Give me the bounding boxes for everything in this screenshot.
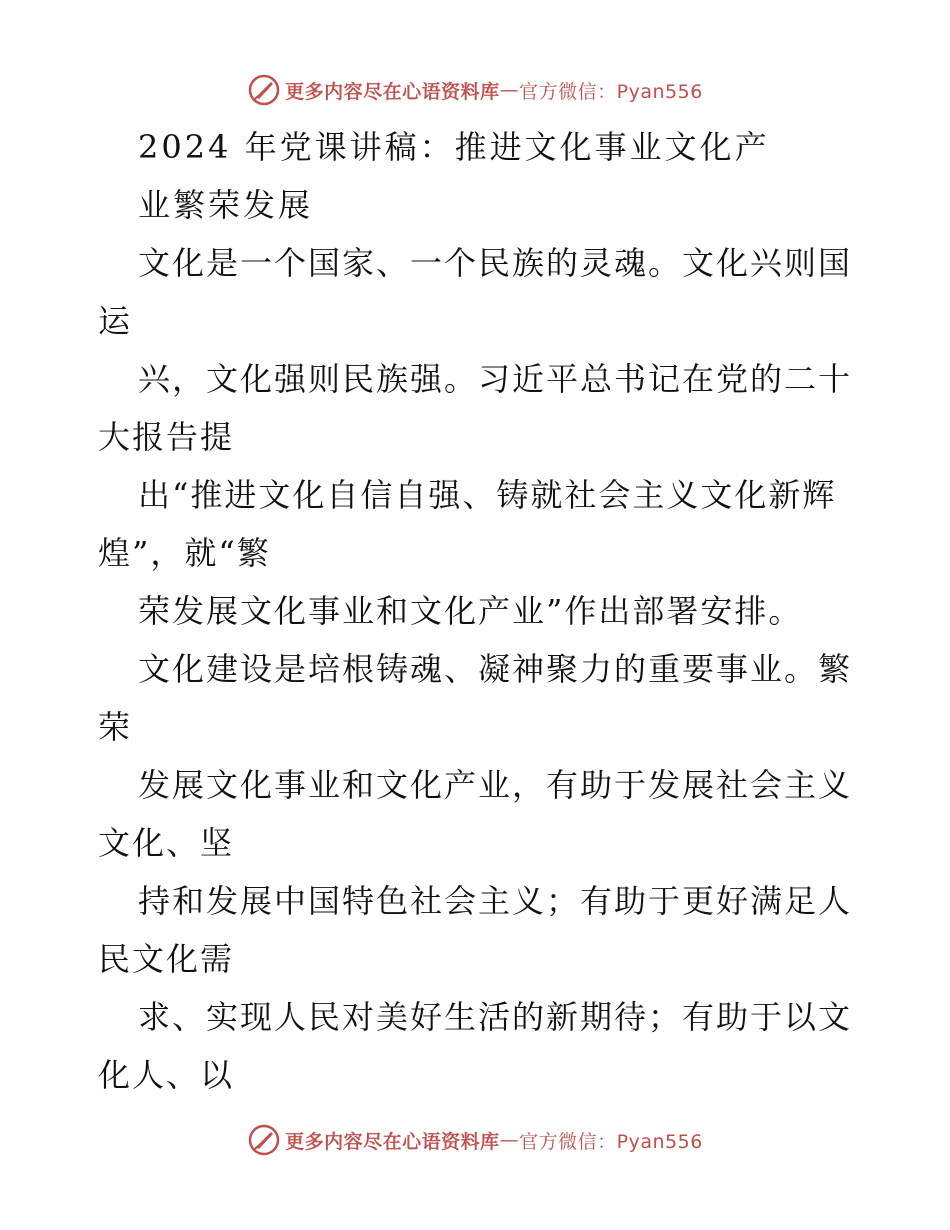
paragraph-line: 出“推进文化自信自强、铸就社会主义文化新辉: [138, 476, 837, 514]
paragraph-line: 持和发展中国特色社会主义；有助于更好满足人: [138, 882, 853, 920]
paragraph-line: 荣发展文化事业和文化产业”作出部署安排。: [138, 592, 803, 630]
document-body: [98, 118, 858, 1104]
paragraph-line: 运: [98, 302, 133, 340]
header-watermark: [0, 70, 950, 110]
paragraph-line: 发展文化事业和文化产业，有助于发展社会主义: [138, 766, 853, 804]
paragraph-line: 荣: [98, 708, 133, 746]
paragraph-line: 民文化需: [98, 940, 235, 978]
document-title-line: 业繁荣发展: [138, 186, 314, 224]
watermark-dash: —: [499, 79, 520, 101]
paragraph-line: 求、实现人民对美好生活的新期待；有助于以文: [138, 998, 853, 1036]
paragraph-line: 煌”，就“繁: [98, 534, 271, 572]
paragraph-line: 文化是一个国家、一个民族的灵魂。文化兴则国: [138, 244, 853, 282]
paragraph-line: 化人、以: [98, 1056, 235, 1094]
quill-seal-icon: [247, 1123, 281, 1157]
paragraph-line: 大报告提: [98, 418, 235, 456]
document-title-line: 2024 年党课讲稿：推进文化事业文化产: [138, 128, 770, 166]
paragraph-line: 文化、坚: [98, 824, 235, 862]
watermark-wechat: 官方微信：Pyan556: [519, 1130, 703, 1153]
paragraph-line: 兴，文化强则民族强。习近平总书记在党的二十: [138, 360, 853, 398]
watermark-site-name: 更多内容尽在心语资料库: [285, 1130, 500, 1153]
watermark-dash: —: [499, 1129, 520, 1151]
paragraph-line: 文化建设是培根铸魂、凝神聚力的重要事业。繁: [138, 650, 853, 688]
watermark-wechat: 官方微信：Pyan556: [519, 80, 703, 103]
watermark-site-name: 更多内容尽在心语资料库: [285, 80, 500, 103]
quill-seal-icon: [247, 73, 281, 107]
footer-watermark: [0, 1120, 950, 1160]
